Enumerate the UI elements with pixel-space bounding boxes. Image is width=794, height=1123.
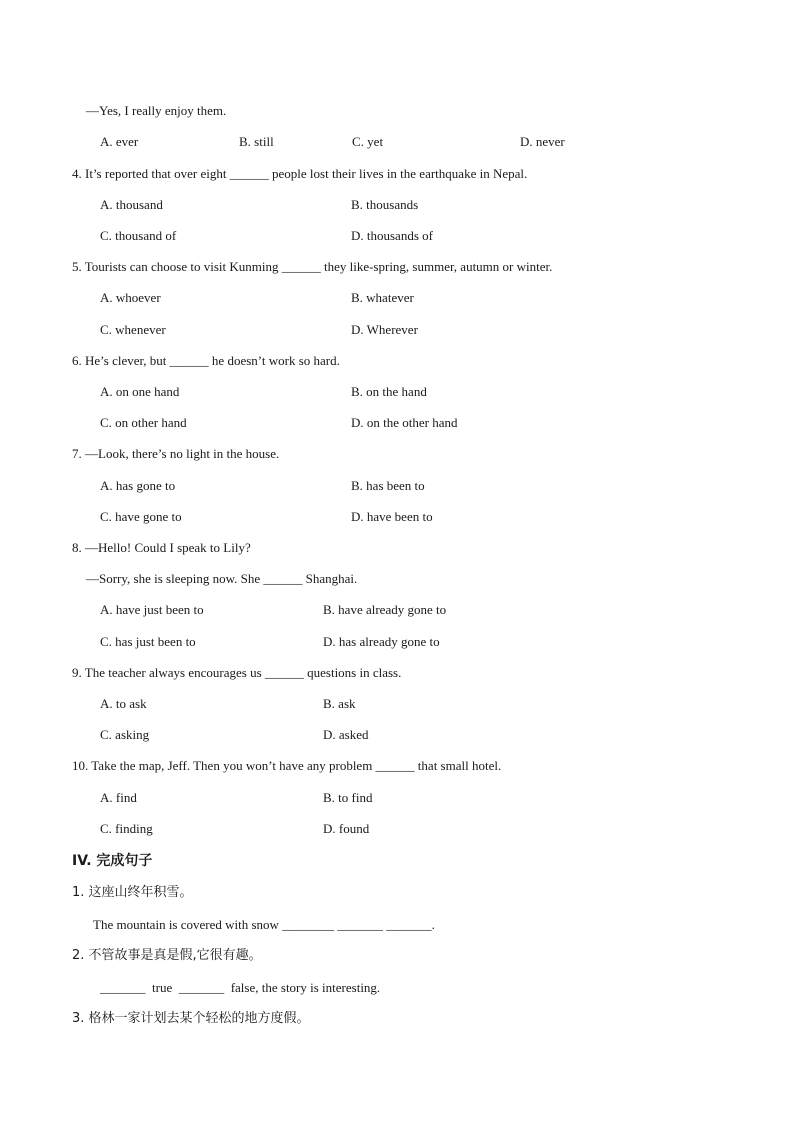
q5-option-d: D. Wherever [351,322,418,337]
q5-option-c: C. whenever [100,322,166,337]
q5-stem: 5. Tourists can choose to visit Kunming ______ they like-spring, summer, autumn or winter. [72,259,553,274]
q6-option-d: D. on the other hand [351,415,458,430]
q4-option-d: D. thousands of [351,228,433,243]
q10-option-d: D. found [323,821,370,836]
q8-option-a: A. have just been to [100,602,204,617]
q3-option-b: B. still [239,134,274,149]
s4-item1-prompt: 1. 这座山终年积雪。 [72,885,193,900]
q9-stem: 9. The teacher always encourages us ______ questions in class. [72,665,402,680]
q5-option-a: A. whoever [100,290,161,305]
q10-stem: 10. Take the map, Jeff. Then you won’t have any problem ______ that small hotel. [72,758,502,773]
q7-option-b: B. has been to [351,478,425,493]
q5-option-b: B. whatever [351,290,414,305]
q8-option-d: D. has already gone to [323,634,440,649]
q4-option-a: A. thousand [100,197,163,212]
q3-option-c: C. yet [352,134,384,149]
q9-option-a: A. to ask [100,696,147,711]
q10-option-a: A. find [100,790,137,805]
q9-option-b: B. ask [323,696,356,711]
q3-answer-line: —Yes, I really enjoy them. [86,103,227,118]
q6-option-b: B. on the hand [351,384,427,399]
q7-option-c: C. have gone to [100,509,182,524]
q10-option-b: B. to find [323,790,373,805]
section-heading [72,853,152,870]
q8-option-b: B. have already gone to [323,602,447,617]
q4-option-c: C. thousand of [100,228,177,243]
q3-option-a: A. ever [100,134,139,149]
q4-option-b: B. thousands [351,197,419,212]
q6-option-a: A. on one hand [100,384,180,399]
s4-item2-answer: _______ true _______ false, the story is interesting. [100,980,381,995]
q9-option-d: D. asked [323,727,369,742]
q3-option-d: D. never [520,134,565,149]
q6-option-c: C. on other hand [100,415,187,430]
section-heading-text: IV. 完成句子 [72,853,153,869]
q7-option-a: A. has gone to [100,478,176,493]
q4-stem: 4. It’s reported that over eight ______ people lost their lives in the earthquake in Nepal. [72,166,528,181]
q8-stem: 8. —Hello! Could I speak to Lily? [72,540,251,555]
q10-option-c: C. finding [100,821,153,836]
q9-option-c: C. asking [100,727,150,742]
s4-item3-prompt: 3. 格林一家计划去某个轻松的地方度假。 [72,1011,310,1026]
q6-stem: 6. He’s clever, but ______ he doesn’t work so hard. [72,353,340,368]
q8-option-c: C. has just been to [100,634,196,649]
s4-item1-answer: The mountain is covered with snow ________ _______ _______. [93,917,435,932]
q8-line2: —Sorry, she is sleeping now. She ______ Shanghai. [86,571,358,586]
q7-stem: 7. —Look, there’s no light in the house. [72,446,280,461]
q7-option-d: D. have been to [351,509,433,524]
s4-item2-prompt: 2. 不管故事是真是假,它很有趣。 [72,948,262,963]
